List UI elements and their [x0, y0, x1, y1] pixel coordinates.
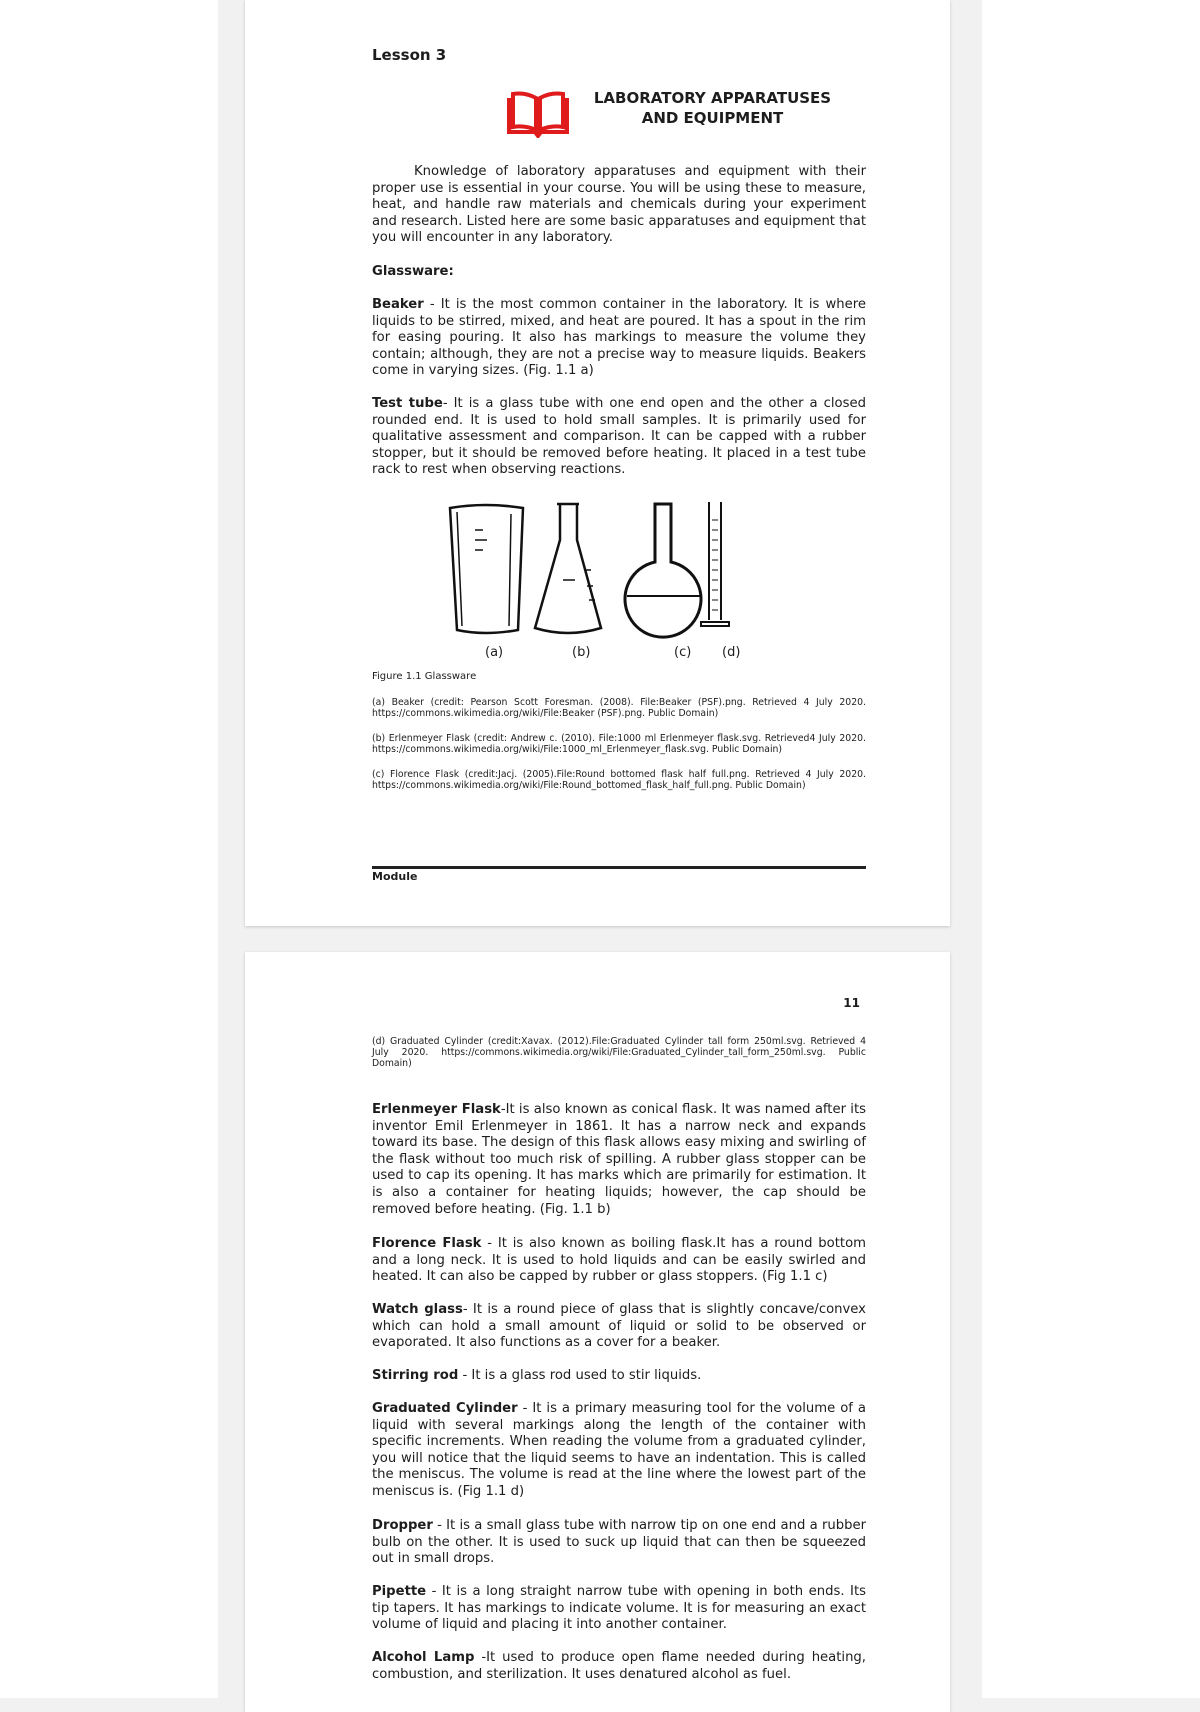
figure-label-c: (c): [674, 645, 692, 660]
graduated-cylinder-paragraph: [372, 1401, 866, 1501]
document-page-1: [245, 0, 950, 926]
dropper-description: - It is a small glass tube with narrow tip on one end and a rubber bulb on the other. It is used to suck up liquid that can then be squeezed out in small drops.: [372, 1518, 866, 1567]
viewer-margin-left: [0, 0, 218, 1698]
reference-b: (b) Erlenmeyer Flask (credit: Andrew c. (2010). File:1000 ml Erlenmeyer flask.svg. Retrieved4 July 2020. https://commons.wikimedia.org/wiki/File:1000_ml_Erlenmeyer_flask.svg. Public Domain): [372, 733, 866, 756]
footer-module-label: Module: [372, 870, 418, 883]
figure-caption: Figure 1.1 Glassware: [372, 671, 477, 682]
lesson-title: [585, 88, 840, 128]
figure-label-a: (a): [485, 645, 504, 660]
lesson-title-block: [505, 88, 925, 140]
beaker-paragraph: [372, 297, 866, 380]
graduated-cylinder-term: Graduated Cylinder: [372, 1401, 518, 1416]
intro-paragraph: Knowledge of laboratory apparatuses and equipment with their proper use is essential in your course. You will be using these to measure, heat, and handle raw materials and chemicals during your experiment and research. Listed here are some basic apparatuses and equipment that you will encounter in any laboratory.: [372, 164, 866, 246]
figure-label-b: (b): [572, 645, 591, 660]
pipette-term: Pipette: [372, 1584, 427, 1599]
stirring-rod-term: Stirring rod: [372, 1368, 459, 1383]
erlenmeyer-term: Erlenmeyer Flask: [372, 1102, 501, 1117]
erlenmeyer-description: -It is also known as conical flask. It was named after its inventor Emil Erlenmeyer in 1861. It has a narrow neck and expands toward its base. The design of this flask allows easy mixing and swirling of the flask without too much risk of spilling. A rubber glass stopper can be used to cap its opening. It has marks which are primarily for estimation. It is also a container for heating liquids; however, the cap should be removed before heating. (Fig. 1.1 b): [372, 1102, 867, 1217]
watch-glass-description: - It is a round piece of glass that is slightly concave/convex which can hold a small amount of liquid or solid to be observed or evaporated. It also functions as a cover for a beaker.: [372, 1302, 866, 1351]
reference-c: (c) Florence Flask (credit:Jacj. (2005).File:Round bottomed flask half full.png. Retrieved 4 July 2020. https://commons.wikimedia.org/wiki/File:Round_bottomed_flask_half_full.png. Public Domain): [372, 769, 866, 792]
graduated-cylinder-description: - It is a primary measuring tool for the volume of a liquid with several markings along the length of the container with specific increments. When reading the volume from a graduated cylinder, you will notice that the liquid seems to have an indentation. This is called the meniscus. The volume is read at the line where the lowest part of the meniscus is. (Fig 1.1 d): [372, 1401, 866, 1499]
beaker-description: - It is the most common container in the laboratory. It is where liquids to be stirred, mixed, and heat are poured. It has a spout in the rim for easing pouring. It also has markings to measure the volume they contain; although, they are not a precise way to measure liquids. Beakers come in varying sizes. (Fig. 1.1 a): [372, 297, 866, 379]
pipette-paragraph: [372, 1584, 866, 1634]
glassware-heading: Glassware:: [372, 264, 454, 279]
dropper-term: Dropper: [372, 1518, 433, 1533]
florence-description: - It is also known as boiling flask.It has a round bottom and a long neck. It is used to hold liquids and can be easily swirled and heated. It can also be capped by rubber or glass stoppers. (Fig 1.1 c): [372, 1236, 867, 1285]
footer-divider: [372, 866, 866, 869]
document-page-2: [245, 952, 950, 1712]
dropper-paragraph: [372, 1518, 866, 1568]
glassware-figure: [445, 500, 785, 660]
page-number: 11: [843, 996, 860, 1010]
reference-a: (a) Beaker (credit: Pearson Scott Foresman. (2008). File:Beaker (PSF).png. Retrieved 4 July 2020. https://commons.wikimedia.org/wiki/File:Beaker (PSF).png. Public Domain): [372, 697, 866, 720]
viewer-margin-right: [982, 0, 1200, 1698]
alcohol-lamp-description: -It used to produce open flame needed during heating, combustion, and sterilization. It uses denatured alcohol as fuel.: [372, 1650, 866, 1682]
alcohol-lamp-term: Alcohol Lamp: [372, 1650, 475, 1665]
lesson-title-line-1: LABORATORY APPARATUSES: [593, 89, 832, 107]
watch-glass-term: Watch glass: [372, 1302, 463, 1317]
open-book-icon: [505, 90, 571, 138]
stirring-rod-description: - It is a glass rod used to stir liquids.: [458, 1368, 702, 1383]
lesson-label: Lesson 3: [372, 46, 447, 64]
florence-term: Florence Flask: [372, 1236, 482, 1251]
test-tube-paragraph: [372, 396, 866, 479]
lesson-title-line-2: AND EQUIPMENT: [641, 109, 784, 127]
test-tube-description: - It is a glass tube with one end open and the other a closed rounded end. It is used to hold small samples. It is primarily used for qualitative assessment and comparison. It can be capped with a rubber stopper, but it should be removed before heating. It placed in a test tube rack to rest when observing reactions.: [372, 396, 866, 478]
reference-d: (d) Graduated Cylinder (credit:Xavax. (2012).File:Graduated Cylinder tall form 250ml.svg. Retrieved 4 July 2020. https://commons.wikimedia.org/wiki/File:Graduated_Cylinder_tall_form_250ml.svg. Public Domain): [372, 1036, 866, 1070]
erlenmeyer-paragraph: [372, 1102, 866, 1218]
test-tube-term: Test tube: [372, 396, 443, 411]
stirring-rod-paragraph: [372, 1368, 866, 1385]
pipette-description: - It is a long straight narrow tube with opening in both ends. Its tip tapers. It has markings to indicate volume. It is for measuring an exact volume of liquid and placing it into another container.: [372, 1584, 866, 1633]
florence-flask-drawing: [625, 504, 701, 637]
beaker-drawing: [450, 505, 523, 633]
beaker-term: Beaker: [372, 297, 424, 312]
watch-glass-paragraph: [372, 1302, 866, 1352]
erlenmeyer-drawing: [535, 504, 601, 633]
alcohol-lamp-paragraph: [372, 1650, 866, 1683]
graduated-cylinder-drawing: [701, 502, 729, 626]
florence-paragraph: [372, 1236, 866, 1286]
glassware-illustration: [445, 500, 785, 660]
figure-label-d: (d): [722, 645, 741, 660]
